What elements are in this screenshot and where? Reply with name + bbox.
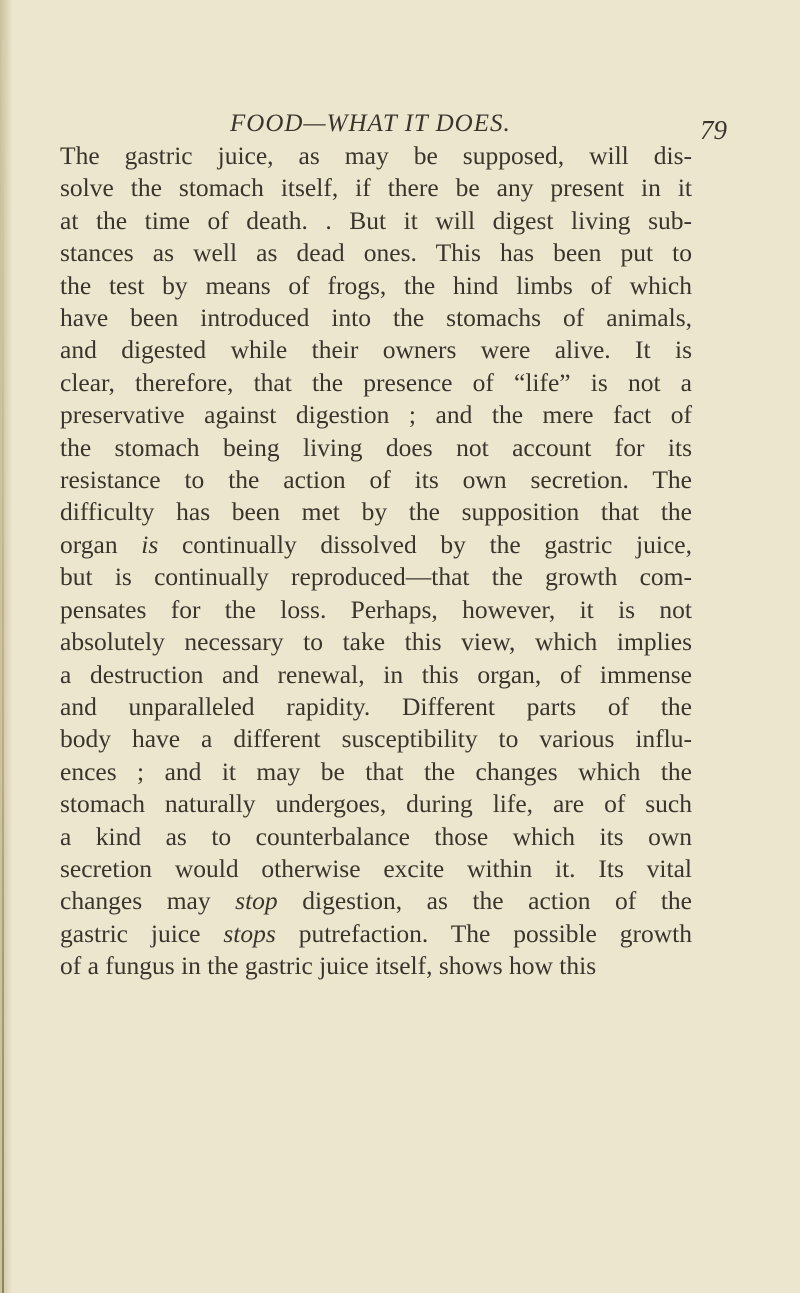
running-title: FOOD—WHAT IT DOES.: [230, 110, 511, 137]
text-line: preservative against digestion ; and the mere fact of: [60, 400, 692, 430]
italic-word: stops: [223, 918, 276, 948]
text-line-with-italic: organ is continually dissolved by the gastric juice,: [60, 529, 692, 559]
text-line: The gastric juice, as may be supposed, will dis-: [60, 141, 692, 170]
text-line: a destruction and renewal, in this organ, of immense: [60, 659, 692, 689]
text-line: and unparalleled rapidity. Different parts of the: [60, 691, 692, 721]
text-line: resistance to the action of its own secretion. The: [60, 465, 692, 495]
text-line: stances as well as dead ones. This has been put to: [60, 238, 692, 268]
binding-edge: [2, 40, 4, 1293]
page-number: 79: [700, 115, 727, 145]
text-line: at the time of death. . But it will digest living sub-: [60, 205, 692, 235]
text-line: difficulty has been met by the supposition that the: [60, 497, 692, 527]
text-line: clear, therefore, that the presence of “life” is not a: [60, 367, 692, 397]
text-line: absolutely necessary to take this view, which implies: [60, 627, 692, 657]
text-line: a kind as to counterbalance those which its own: [60, 821, 692, 851]
text-line: stomach naturally undergoes, during life, are of such: [60, 789, 692, 819]
text-line: pensates for the loss. Perhaps, however, it is not: [60, 594, 692, 624]
text-line: the stomach being living does not account for its: [60, 432, 692, 462]
text-line: of a fungus in the gastric juice itself, shows how this: [60, 951, 597, 981]
text-line: have been introduced into the stomachs of animals,: [60, 303, 692, 333]
italic-word: is: [141, 529, 159, 559]
text-line-with-italic: gastric juice stops putrefaction. The possible growth: [60, 918, 693, 948]
text-line: body have a different susceptibility to various influ-: [60, 724, 692, 754]
text-line: and digested while their owners were alive. It is: [60, 335, 692, 365]
text-line: but is continually reproduced—that the growth com-: [60, 562, 692, 592]
body-text: [60, 140, 692, 983]
italic-word: stop: [235, 886, 278, 916]
text-line: solve the stomach itself, if there be any present in it: [60, 173, 692, 203]
text-line: secretion would otherwise excite within it. Its vital: [60, 853, 692, 883]
text-line: the test by means of frogs, the hind limbs of which: [60, 270, 692, 300]
text-line: ences ; and it may be that the changes which the: [60, 756, 692, 786]
text-line-with-italic: changes may stop digestion, as the action of the: [60, 886, 693, 916]
